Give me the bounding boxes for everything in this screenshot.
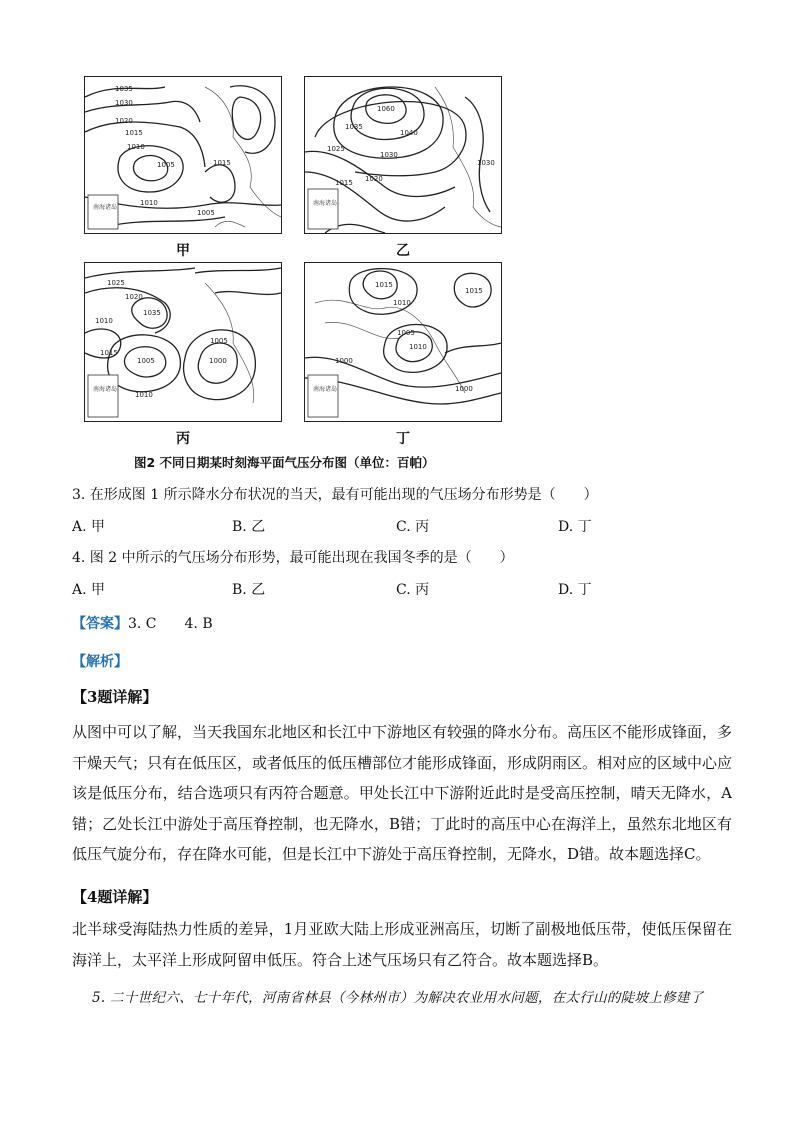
q4-option-a: A. 甲 [72,582,106,598]
isobar-label: 1010 [140,199,158,207]
isobar-label: 1015 [125,129,143,137]
isobar-label: 1010 [95,317,113,325]
isobar-label: 1005 [137,357,155,365]
question-4: 4. 图 2 中所示的气压场分布形势，最可能出现在我国冬季的是（ ） [72,550,514,566]
answer-tag: 【答案】 [72,616,128,632]
isobar-label: 1015 [465,287,483,295]
inset-label: 南海诸岛 [93,204,118,211]
isobar-label: 1025 [327,145,345,153]
q3-option-c: C. 丙 [396,519,430,535]
isobar-label: 1030 [115,99,133,107]
isobar-label: 1000 [209,357,227,365]
isobar-label: 1015 [375,281,393,289]
pressure-map-yi [304,76,502,234]
isobar-label: 1000 [335,357,353,365]
isobar-label: 1010 [393,299,411,307]
q4-option-b: B. 乙 [232,582,266,598]
isobar-label: 1015 [335,179,353,187]
q3-option-b: B. 乙 [232,519,266,535]
answer-value: 3. C 4. B [128,616,213,632]
isobar-label: 1035 [345,123,363,131]
detail-4-title: 【4题详解】 [72,888,158,906]
pressure-map-jia [84,76,282,234]
isobar-label: 1020 [365,175,383,183]
isobar-label: 1005 [397,329,415,337]
isobar-chart-bing [85,263,281,421]
pressure-map-ding [304,262,502,422]
detail-3-title: 【3题详解】 [72,688,158,706]
map-label-yi: 乙 [396,243,410,259]
isobar-label: 1015 [213,159,231,167]
isobar-label: 1010 [127,143,145,151]
map-label-bing: 丙 [176,431,190,447]
detail-4-text: 北半球受海陆热力性质的差异，1月亚欧大陆上形成亚洲高压，切断了副极地低压带，使低压保留在海洋上，太平洋上形成阿留申低压。符合上述气压场只有乙符合。故本题选择B。 [72,920,732,969]
isobar-label: 1005 [157,161,175,169]
analysis-tag: 【解析】 [72,654,128,670]
isobar-label: 1035 [115,85,133,93]
q4-option-c: C. 丙 [396,582,430,598]
isobar-label: 1020 [115,117,133,125]
q4-option-d: D. 丁 [558,582,592,598]
figure-caption: 图2 不同日期某时刻海平面气压分布图（单位：百帕） [134,455,435,470]
isobar-chart-ding [305,263,501,421]
isobar-label: 1005 [197,209,215,217]
isobar-label: 1005 [210,337,228,345]
isobar-label: 1010 [135,391,153,399]
isobar-label: 1025 [107,279,125,287]
map-label-jia: 甲 [176,243,190,259]
q3-option-a: A. 甲 [72,519,106,535]
q3-option-d: D. 丁 [558,519,592,535]
isobar-label: 1020 [125,293,143,301]
isobar-label: 1035 [143,309,161,317]
isobar-chart-yi [305,77,501,233]
answer-line [72,613,213,633]
isobar-label: 1015 [100,349,118,357]
pressure-map-bing [84,262,282,422]
detail-3-text: 从图中可以了解，当天我国东北地区和长江中下游地区有较强的降水分布。高压区不能形成锋面，多干燥天气；只有在低压区，或者低压的低压槽部位才能形成锋面，形成阴雨区。相对应的区域中心应该是低压分布，结合选项只有丙符合题意。甲处长江中下游附近此时是受高压控制，晴天无降水，A错；乙处长江中游处于高压脊控制，也无降水，B错；丁此时的高压中心在海洋上，虽然东北地区有低压气旋分布，存在降水可能，但是长江中下游处于高压脊控制，无降水，D错。故本题选择C。 [72,723,733,863]
inset-label: 南海诸岛 [93,386,118,393]
inset-label: 南海诸岛 [313,386,338,393]
question-3: 3. 在形成图 1 所示降水分布状况的当天，最有可能出现的气压场分布形势是（ ） [72,487,598,503]
isobar-label: 1030 [477,159,495,167]
map-label-ding: 丁 [396,431,410,447]
inset-label: 南海诸岛 [313,200,338,207]
isobar-label: 1060 [377,105,395,113]
isobar-label: 1010 [409,343,427,351]
isobar-label: 1030 [380,151,398,159]
question-5: 5. 二十世纪六、七十年代，河南省林县（今林州市）为解决农业用水问题，在太行山的陡坡上修建了 [92,990,704,1006]
isobar-chart-jia [85,77,281,233]
isobar-label: 1040 [400,129,418,137]
isobar-label: 1000 [455,385,473,393]
